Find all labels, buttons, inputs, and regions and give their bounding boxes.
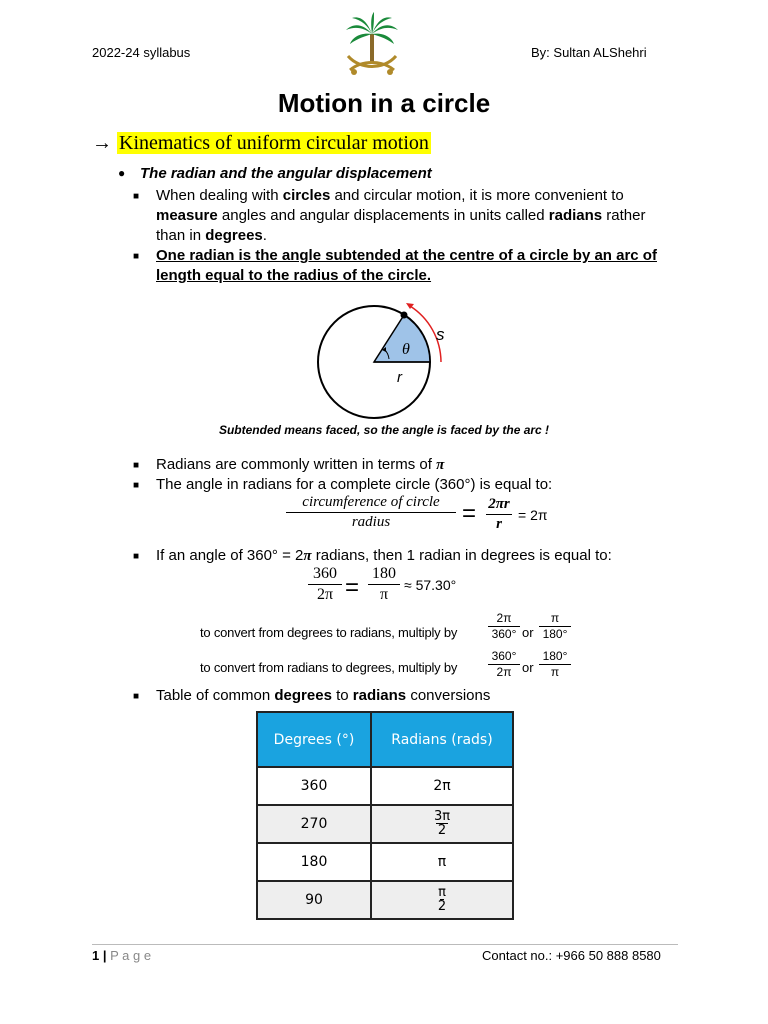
eq1-result: = 2π (518, 507, 548, 523)
eq2-fraction-right: 180 π (368, 565, 400, 604)
bullet-square: ■ (133, 251, 140, 262)
table-row (257, 805, 513, 843)
convert1-or: or (522, 625, 534, 640)
page-title: Motion in a circle (277, 88, 491, 118)
header-author: By: Sultan ALShehri (531, 45, 647, 60)
bullet-square: ■ (133, 480, 140, 491)
footer-divider (92, 944, 678, 945)
paragraph-radians: When dealing with circles and circular motion, it is more convenient to measure angles and angular displacements in units called radians rather than in degrees. (156, 187, 646, 244)
eq1-fraction-right: 2πr r (486, 496, 512, 533)
convert2-fraction-b: 180° π (539, 650, 571, 679)
arc-point (401, 312, 408, 319)
radians-pi-text: Radians are commonly written in terms of π (156, 456, 445, 473)
conversion-table (256, 711, 514, 920)
cell-degrees: 360 (257, 767, 371, 805)
header-degrees: Degrees (°) (257, 712, 371, 767)
convert-deg-to-rad-text: to convert from degrees to radians, multiply by (200, 625, 458, 640)
emblem-logo (340, 12, 404, 80)
cell-radians: π (371, 843, 513, 881)
radian-diagram (300, 300, 470, 420)
eq1-fraction-left: circumference of circle radius (286, 494, 456, 531)
radian-definition: One radian is the angle subtended at the centre of a circle by an arc of length equal to the radius of the circle. (156, 247, 657, 284)
convert1-fraction-a: 2π 360° (488, 612, 520, 641)
convert1-fraction-b: π 180° (539, 612, 571, 641)
eq2-fraction-left: 360 2π (308, 565, 342, 604)
arrow-icon: → (92, 132, 112, 154)
cell-radians: $\frac{3\pi}{2}$ (371, 805, 513, 843)
cell-radians: 2π (371, 767, 513, 805)
header-radians: Radians (rads) (371, 712, 513, 767)
cell-degrees: 180 (257, 843, 371, 881)
bullet-square: ■ (133, 551, 140, 562)
bullet-square: ■ (133, 691, 140, 702)
bullet-dot: ● (118, 166, 126, 180)
table-header-row (257, 712, 513, 767)
eq1-equals: = (462, 500, 477, 527)
conversion-text: If an angle of 360° = 2π radians, then 1 radian in degrees is equal to: (156, 547, 612, 564)
cell-degrees: 90 (257, 881, 371, 919)
section-heading (92, 132, 431, 155)
subheading: The radian and the angular displacement (140, 165, 432, 182)
r-label: r (397, 369, 402, 386)
convert2-or: or (522, 660, 534, 675)
theta-label: θ (402, 341, 410, 358)
eq2-result: ≈ 57.30° (404, 577, 457, 593)
header-syllabus: 2022-24 syllabus (92, 45, 191, 60)
cell-degrees: 270 (257, 805, 371, 843)
s-label: s (436, 325, 445, 344)
footer-contact: Contact no.: +966 50 888 8580 (482, 948, 661, 963)
table-intro-text: Table of common degrees to radians conversions (156, 687, 491, 704)
section-heading-text: Kinematics of uniform circular motion (119, 132, 429, 154)
table-row (257, 881, 513, 919)
convert2-fraction-a: 360° 2π (488, 650, 520, 679)
convert-rad-to-deg-text: to convert from radians to degrees, multiply by (200, 660, 458, 675)
footer-page: 1 | P a g e (92, 948, 152, 963)
full-circle-text: The angle in radians for a complete circle (360°) is equal to: (156, 476, 553, 493)
table-row (257, 767, 513, 805)
cell-radians: $\frac{\pi}{2}$ (371, 881, 513, 919)
bullet-square: ■ (133, 460, 140, 471)
diagram-caption: Subtended means faced, so the angle is faced by the arc ! (218, 423, 550, 437)
eq2-equals: = (345, 574, 360, 601)
bullet-square: ■ (133, 191, 140, 202)
table-row (257, 843, 513, 881)
